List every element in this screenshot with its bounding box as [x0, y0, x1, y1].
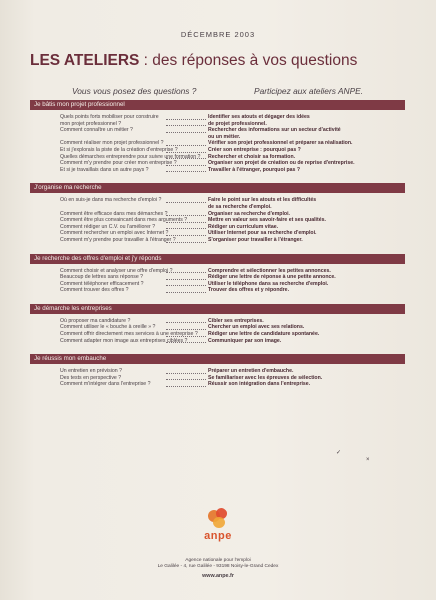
question-text	[30, 324, 206, 331]
question-label: Comment être efficace dans mes démarches ?	[60, 210, 168, 217]
question-list	[30, 314, 405, 344]
section	[30, 183, 405, 243]
question-row	[30, 147, 405, 154]
leader-dots	[166, 171, 206, 172]
question-label: Comment adapter mon image aux entreprises ciblées ?	[60, 337, 188, 344]
question-row	[30, 381, 405, 388]
answer-text: Rédiger une lettre de candidature spontanée.	[208, 331, 320, 338]
question-text	[30, 268, 206, 275]
answer-text: de projet professionnel.	[208, 120, 267, 127]
answer-text: Rechercher des informations sur un secteur d'activité	[208, 127, 341, 134]
question-label: Comment rechercher un emploi avec Internet ?	[60, 230, 169, 237]
handwritten-check-mark: ×	[366, 457, 370, 463]
answer-text: Se familiariser avec les épreuves de sélection.	[208, 374, 323, 381]
question-row	[30, 338, 405, 345]
question-row	[30, 211, 405, 218]
question-text	[30, 127, 206, 134]
question-label: Comment m'intégrer dans l'entreprise ?	[60, 381, 151, 388]
answer-text: Comprendre et sélectionner les petites annonces.	[208, 267, 331, 274]
answer-text: Réussir son intégration dans l'entreprise.	[208, 381, 311, 388]
question-row	[30, 324, 405, 331]
answer-text: Trouver des offres et y répondre.	[208, 287, 290, 294]
answer-text: S'organiser pour travailler à l'étranger.	[208, 236, 303, 243]
leader-dots	[166, 322, 206, 323]
question-text	[30, 287, 206, 294]
section	[30, 354, 405, 388]
question-label: Comment utiliser le « bouche à oreille » ?	[60, 324, 156, 331]
question-label: Comment trouver des offres ?	[60, 287, 129, 294]
answer-text: Cibler ses entreprises.	[208, 317, 264, 324]
question-list	[30, 264, 405, 294]
question-text	[30, 230, 206, 237]
answer-text: Chercher un emploi avec ses relations.	[208, 324, 305, 331]
question-text	[30, 197, 206, 204]
leader-dots	[166, 242, 206, 243]
answer-text: ou un métier.	[208, 133, 241, 140]
question-row	[30, 121, 405, 128]
question-label: Comment rédiger un C.V. ou l'améliorer ?	[60, 223, 156, 230]
question-text	[30, 318, 206, 325]
question-label: Des tests en perspective ?	[60, 374, 122, 381]
answer-text: Créer son entreprise : pourquoi pas ?	[208, 146, 301, 153]
question-text	[30, 217, 206, 224]
question-label: Quels points forts mobiliser pour construire	[60, 114, 159, 120]
question-row	[30, 318, 405, 325]
question-list	[30, 364, 405, 388]
question-row	[30, 140, 405, 147]
section-header: Je démarche les entreprises	[30, 304, 405, 314]
question-label: Comment choisir et analyser une offre d'emploi ?	[60, 267, 173, 274]
question-label: Et si j'explorais la piste de la création d'entreprise ?	[60, 146, 178, 153]
answer-text: Rédiger une lettre de réponse à une petite annonce.	[208, 274, 336, 281]
question-text	[30, 134, 206, 141]
question-row	[30, 375, 405, 382]
question-text	[30, 281, 206, 288]
question-row	[30, 368, 405, 375]
section	[30, 304, 405, 344]
question-row	[30, 281, 405, 288]
leader-dots	[166, 125, 206, 126]
footer	[0, 558, 436, 580]
question-text	[30, 338, 206, 345]
question-label: Où en suis-je dans ma recherche d'emploi ?	[60, 197, 162, 204]
question-label: Beaucoup de lettres sans réponse ?	[60, 274, 144, 281]
question-text	[30, 160, 206, 167]
leader-dots	[166, 292, 206, 293]
leader-dots	[166, 132, 206, 133]
answer-text: Rechercher et choisir sa formation.	[208, 153, 296, 160]
question-row	[30, 197, 405, 204]
answer-text: Faire le point sur les atouts et les difficultés	[208, 197, 317, 204]
section-header: Je réussis mon embauche	[30, 354, 405, 364]
leader-dots	[166, 279, 206, 280]
answer-text: Vérifier son projet professionnel et préparer sa réalisation.	[208, 140, 353, 147]
answer-text: Organiser sa recherche d'emploi.	[208, 210, 290, 217]
question-text	[30, 121, 206, 128]
leader-dots	[166, 272, 206, 273]
question-row	[30, 217, 405, 224]
leader-dots	[166, 373, 206, 374]
question-text	[30, 381, 206, 388]
question-text	[30, 204, 206, 211]
leader-dots	[166, 386, 206, 387]
question-list	[30, 193, 405, 243]
anpe-logo-text: anpe	[204, 530, 232, 542]
leader-dots	[166, 158, 206, 159]
question-label: Comment connaître un métier ?	[60, 127, 133, 134]
answer-text: Organiser son projet de création ou de reprise d'entreprise.	[208, 160, 355, 167]
question-text	[30, 211, 206, 218]
answer-text: Rédiger un curriculum vitae.	[208, 223, 279, 230]
sections-list	[30, 100, 405, 398]
leader-dots	[166, 336, 206, 337]
question-text	[30, 368, 206, 375]
answer-text: Communiquer par son image.	[208, 337, 282, 344]
question-text	[30, 237, 206, 244]
footer-url[interactable]: www.anpe.fr	[202, 573, 234, 580]
handwritten-check-mark: ✓	[336, 450, 342, 456]
question-label: Et si je travaillais dans un autre pays ?	[60, 166, 149, 173]
question-label: Comment réaliser mon projet professionnel ?	[60, 140, 164, 147]
question-label: Comment m'y prendre pour créer mon entreprise ?	[60, 160, 177, 167]
section-header: Je bâtis mon projet professionnel	[30, 100, 405, 110]
answer-text: Utiliser Internet pour sa recherche d'emploi.	[208, 230, 317, 237]
question-label: Un entretien en prévision ?	[60, 368, 122, 375]
subhead-questions: Vous vous posez des questions ?	[72, 86, 197, 96]
question-text	[30, 224, 206, 231]
question-row	[30, 114, 405, 121]
section	[30, 254, 405, 294]
question-label: Comment offrir directement mes services à une entreprise ?	[60, 331, 198, 338]
leader-dots	[166, 152, 206, 153]
subhead-ateliers: Participez aux ateliers ANPE.	[254, 86, 364, 96]
question-text	[30, 167, 206, 174]
leader-dots	[166, 215, 206, 216]
question-label: Quelles démarches entreprendre pour suivre une formation ?	[60, 153, 201, 160]
question-label: Où proposer ma candidature ?	[60, 317, 131, 324]
question-row	[30, 160, 405, 167]
leader-dots	[166, 342, 206, 343]
page-title	[30, 52, 410, 70]
question-list	[30, 110, 405, 173]
question-row	[30, 237, 405, 244]
question-text	[30, 140, 206, 147]
question-row	[30, 287, 405, 294]
issue-date: DÉCEMBRE 2003	[180, 30, 256, 39]
question-row	[30, 274, 405, 281]
leader-dots	[166, 222, 206, 223]
question-text	[30, 375, 206, 382]
leader-dots	[166, 329, 206, 330]
question-text	[30, 331, 206, 338]
answer-text: Préparer un entretien d'embauche.	[208, 368, 294, 375]
question-row	[30, 134, 405, 141]
question-row	[30, 230, 405, 237]
answer-text: Identifier ses atouts et dégager des idées	[208, 114, 310, 120]
leader-dots	[166, 285, 206, 286]
question-text	[30, 147, 206, 154]
leader-dots	[166, 202, 206, 203]
question-label: mon projet professionnel ?	[60, 120, 122, 127]
question-label: Comment m'y prendre pour travailler à l'étranger ?	[60, 236, 176, 243]
leader-dots	[166, 165, 206, 166]
question-row	[30, 224, 405, 231]
question-text	[30, 154, 206, 161]
answer-text: Mettre en valeur ses savoir-faire et ses qualités.	[208, 217, 326, 224]
leader-dots	[166, 119, 206, 120]
leader-dots	[166, 379, 206, 380]
anpe-logo	[0, 507, 436, 542]
question-text	[30, 114, 206, 121]
answer-text: Travailler à l'étranger, pourquoi pas ?	[208, 166, 301, 173]
answer-text: de sa recherche d'emploi.	[208, 203, 272, 210]
question-label: Comment téléphoner efficacement ?	[60, 280, 144, 287]
question-row	[30, 204, 405, 211]
question-row	[30, 268, 405, 275]
question-row	[30, 127, 405, 134]
anpe-logo-icon	[207, 507, 229, 529]
question-row	[30, 154, 405, 161]
section	[30, 100, 405, 173]
leader-dots	[166, 145, 206, 146]
question-text	[30, 274, 206, 281]
title-rest: : des réponses à vos questions	[139, 52, 358, 69]
question-label: Comment être plus convaincant dans mes arguments ?	[60, 217, 188, 224]
leader-dots	[166, 235, 206, 236]
footer-address: Le Galilée - 4, rue Galilée - 93198 Noisy-le-Grand Cedex	[157, 564, 279, 570]
question-row	[30, 331, 405, 338]
answer-text: Utiliser le téléphone dans sa recherche d'emploi.	[208, 280, 329, 287]
question-row	[30, 167, 405, 174]
section-header: J'organise ma recherche	[30, 183, 405, 193]
footer-agency: Agence nationale pour l'emploi	[185, 558, 251, 563]
title-bold: LES ATELIERS	[30, 52, 140, 69]
leader-dots	[166, 228, 206, 229]
section-header: Je recherche des offres d'emploi et j'y réponds	[30, 254, 405, 264]
